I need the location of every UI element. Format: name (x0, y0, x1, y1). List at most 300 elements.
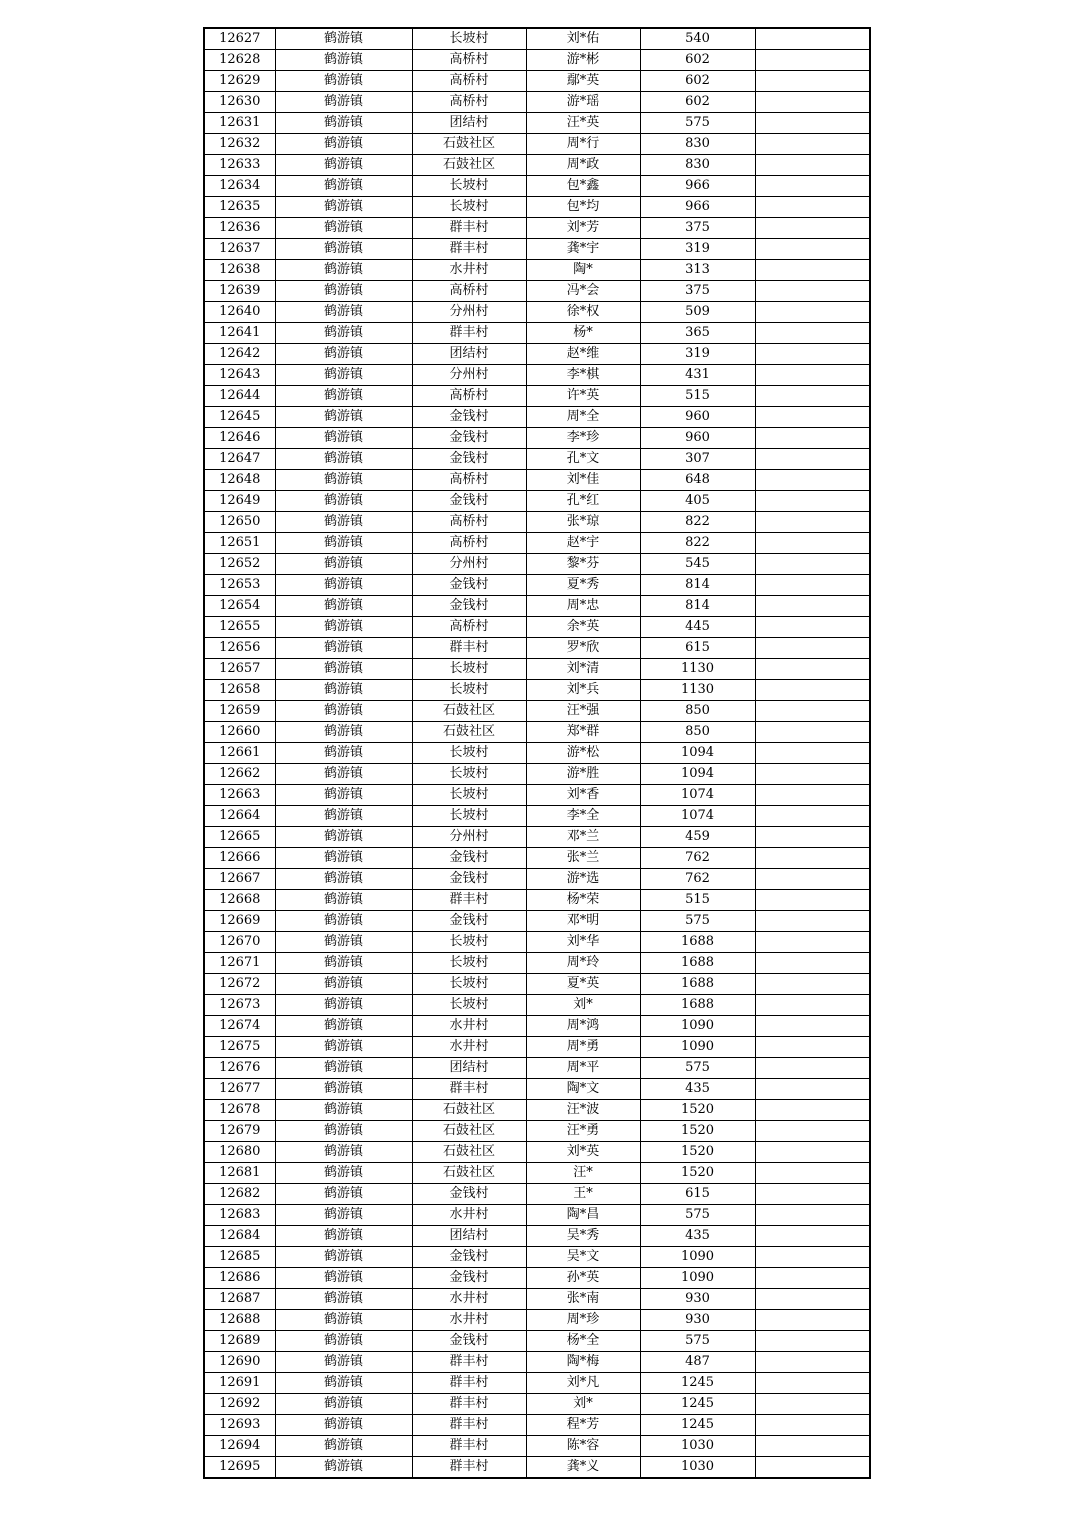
remark-cell (755, 617, 870, 638)
name-cell: 余*英 (526, 617, 640, 638)
table-row (204, 1016, 870, 1037)
name-cell: 刘* (526, 995, 640, 1016)
village-cell: 高桥村 (412, 386, 526, 407)
row-number-cell: 12672 (204, 974, 275, 995)
table-row (204, 449, 870, 470)
row-number-cell: 12685 (204, 1247, 275, 1268)
remark-cell (755, 701, 870, 722)
name-cell: 张*兰 (526, 848, 640, 869)
name-cell: 刘*佳 (526, 470, 640, 491)
table-row (204, 71, 870, 92)
amount-cell: 615 (640, 1184, 755, 1205)
village-cell: 金钱村 (412, 449, 526, 470)
name-cell: 吴*秀 (526, 1226, 640, 1247)
row-number-cell: 12684 (204, 1226, 275, 1247)
table-row (204, 386, 870, 407)
table-row (204, 176, 870, 197)
amount-cell: 1090 (640, 1016, 755, 1037)
amount-cell: 575 (640, 113, 755, 134)
table-row (204, 113, 870, 134)
amount-cell: 319 (640, 344, 755, 365)
town-cell: 鹤游镇 (275, 869, 412, 890)
village-cell: 长坡村 (412, 659, 526, 680)
name-cell: 周*忠 (526, 596, 640, 617)
amount-cell: 850 (640, 701, 755, 722)
remark-cell (755, 134, 870, 155)
town-cell: 鹤游镇 (275, 113, 412, 134)
table-row (204, 953, 870, 974)
table-row (204, 50, 870, 71)
remark-cell (755, 28, 870, 50)
amount-cell: 762 (640, 869, 755, 890)
name-cell: 陶*梅 (526, 1352, 640, 1373)
town-cell: 鹤游镇 (275, 1058, 412, 1079)
town-cell: 鹤游镇 (275, 155, 412, 176)
village-cell: 长坡村 (412, 806, 526, 827)
amount-cell: 540 (640, 28, 755, 50)
town-cell: 鹤游镇 (275, 1184, 412, 1205)
name-cell: 孙*英 (526, 1268, 640, 1289)
name-cell: 张*南 (526, 1289, 640, 1310)
village-cell: 金钱村 (412, 428, 526, 449)
table-row (204, 1100, 870, 1121)
row-number-cell: 12642 (204, 344, 275, 365)
name-cell: 杨*全 (526, 1331, 640, 1352)
amount-cell: 1094 (640, 764, 755, 785)
remark-cell (755, 323, 870, 344)
town-cell: 鹤游镇 (275, 1373, 412, 1394)
town-cell: 鹤游镇 (275, 764, 412, 785)
town-cell: 鹤游镇 (275, 1247, 412, 1268)
town-cell: 鹤游镇 (275, 1352, 412, 1373)
amount-cell: 814 (640, 575, 755, 596)
amount-cell: 1130 (640, 680, 755, 701)
amount-cell: 648 (640, 470, 755, 491)
row-number-cell: 12675 (204, 1037, 275, 1058)
name-cell: 周*玲 (526, 953, 640, 974)
name-cell: 杨*荣 (526, 890, 640, 911)
village-cell: 水井村 (412, 1289, 526, 1310)
table-row (204, 722, 870, 743)
remark-cell (755, 890, 870, 911)
amount-cell: 515 (640, 890, 755, 911)
amount-cell: 814 (640, 596, 755, 617)
village-cell: 群丰村 (412, 1394, 526, 1415)
row-number-cell: 12636 (204, 218, 275, 239)
table-row (204, 764, 870, 785)
town-cell: 鹤游镇 (275, 239, 412, 260)
village-cell: 水井村 (412, 1310, 526, 1331)
remark-cell (755, 1142, 870, 1163)
town-cell: 鹤游镇 (275, 1289, 412, 1310)
amount-cell: 515 (640, 386, 755, 407)
town-cell: 鹤游镇 (275, 911, 412, 932)
amount-cell: 1520 (640, 1142, 755, 1163)
amount-cell: 575 (640, 911, 755, 932)
name-cell: 周*政 (526, 155, 640, 176)
remark-cell (755, 1289, 870, 1310)
name-cell: 徐*权 (526, 302, 640, 323)
table-row (204, 995, 870, 1016)
name-cell: 陈*容 (526, 1436, 640, 1457)
village-cell: 金钱村 (412, 407, 526, 428)
remark-cell (755, 869, 870, 890)
table-row (204, 470, 870, 491)
name-cell: 冯*会 (526, 281, 640, 302)
table-row (204, 575, 870, 596)
row-number-cell: 12627 (204, 28, 275, 50)
row-number-cell: 12649 (204, 491, 275, 512)
name-cell: 程*芳 (526, 1415, 640, 1436)
village-cell: 长坡村 (412, 974, 526, 995)
table-row (204, 827, 870, 848)
amount-cell: 1030 (640, 1457, 755, 1479)
row-number-cell: 12693 (204, 1415, 275, 1436)
name-cell: 游*松 (526, 743, 640, 764)
village-cell: 金钱村 (412, 911, 526, 932)
remark-cell (755, 974, 870, 995)
amount-cell: 830 (640, 155, 755, 176)
row-number-cell: 12673 (204, 995, 275, 1016)
town-cell: 鹤游镇 (275, 680, 412, 701)
village-cell: 长坡村 (412, 176, 526, 197)
amount-cell: 822 (640, 533, 755, 554)
town-cell: 鹤游镇 (275, 50, 412, 71)
town-cell: 鹤游镇 (275, 1394, 412, 1415)
name-cell: 夏*英 (526, 974, 640, 995)
table-row (204, 323, 870, 344)
village-cell: 群丰村 (412, 1373, 526, 1394)
town-cell: 鹤游镇 (275, 1310, 412, 1331)
row-number-cell: 12654 (204, 596, 275, 617)
row-number-cell: 12652 (204, 554, 275, 575)
town-cell: 鹤游镇 (275, 344, 412, 365)
village-cell: 金钱村 (412, 848, 526, 869)
row-number-cell: 12691 (204, 1373, 275, 1394)
town-cell: 鹤游镇 (275, 449, 412, 470)
amount-cell: 1074 (640, 806, 755, 827)
remark-cell (755, 764, 870, 785)
remark-cell (755, 197, 870, 218)
village-cell: 群丰村 (412, 239, 526, 260)
amount-cell: 1520 (640, 1121, 755, 1142)
village-cell: 分州村 (412, 302, 526, 323)
town-cell: 鹤游镇 (275, 407, 412, 428)
amount-cell: 1094 (640, 743, 755, 764)
name-cell: 游*选 (526, 869, 640, 890)
remark-cell (755, 1373, 870, 1394)
name-cell: 汪*强 (526, 701, 640, 722)
remark-cell (755, 470, 870, 491)
table-row (204, 197, 870, 218)
town-cell: 鹤游镇 (275, 302, 412, 323)
remark-cell (755, 365, 870, 386)
name-cell: 邓*兰 (526, 827, 640, 848)
name-cell: 周*平 (526, 1058, 640, 1079)
name-cell: 刘*兵 (526, 680, 640, 701)
row-number-cell: 12661 (204, 743, 275, 764)
town-cell: 鹤游镇 (275, 932, 412, 953)
row-number-cell: 12640 (204, 302, 275, 323)
town-cell: 鹤游镇 (275, 1331, 412, 1352)
name-cell: 周*珍 (526, 1310, 640, 1331)
village-cell: 石鼓社区 (412, 134, 526, 155)
row-number-cell: 12664 (204, 806, 275, 827)
amount-cell: 1688 (640, 953, 755, 974)
row-number-cell: 12694 (204, 1436, 275, 1457)
table-row (204, 1394, 870, 1415)
amount-cell: 375 (640, 281, 755, 302)
table-row (204, 365, 870, 386)
amount-cell: 1090 (640, 1247, 755, 1268)
remark-cell (755, 1058, 870, 1079)
village-cell: 高桥村 (412, 512, 526, 533)
remark-cell (755, 554, 870, 575)
remark-cell (755, 638, 870, 659)
town-cell: 鹤游镇 (275, 1142, 412, 1163)
row-number-cell: 12665 (204, 827, 275, 848)
remark-cell (755, 512, 870, 533)
table-row (204, 1184, 870, 1205)
table-row (204, 1436, 870, 1457)
remark-cell (755, 722, 870, 743)
table-row (204, 1310, 870, 1331)
remark-cell (755, 1415, 870, 1436)
table-row (204, 701, 870, 722)
village-cell: 水井村 (412, 1205, 526, 1226)
remark-cell (755, 155, 870, 176)
name-cell: 包*均 (526, 197, 640, 218)
town-cell: 鹤游镇 (275, 281, 412, 302)
name-cell: 邓*明 (526, 911, 640, 932)
name-cell: 李*棋 (526, 365, 640, 386)
town-cell: 鹤游镇 (275, 848, 412, 869)
remark-cell (755, 596, 870, 617)
row-number-cell: 12668 (204, 890, 275, 911)
name-cell: 赵*维 (526, 344, 640, 365)
town-cell: 鹤游镇 (275, 596, 412, 617)
table-body (204, 28, 870, 1478)
name-cell: 杨* (526, 323, 640, 344)
amount-cell: 1130 (640, 659, 755, 680)
remark-cell (755, 1205, 870, 1226)
remark-cell (755, 827, 870, 848)
row-number-cell: 12662 (204, 764, 275, 785)
remark-cell (755, 386, 870, 407)
row-number-cell: 12643 (204, 365, 275, 386)
amount-cell: 1520 (640, 1100, 755, 1121)
table-row (204, 1163, 870, 1184)
table-row (204, 28, 870, 50)
remark-cell (755, 932, 870, 953)
village-cell: 高桥村 (412, 92, 526, 113)
name-cell: 刘*清 (526, 659, 640, 680)
remark-cell (755, 1121, 870, 1142)
village-cell: 分州村 (412, 827, 526, 848)
table-row (204, 302, 870, 323)
amount-cell: 1520 (640, 1163, 755, 1184)
row-number-cell: 12629 (204, 71, 275, 92)
name-cell: 陶*昌 (526, 1205, 640, 1226)
name-cell: 刘*芳 (526, 218, 640, 239)
row-number-cell: 12653 (204, 575, 275, 596)
name-cell: 许*英 (526, 386, 640, 407)
name-cell: 郑*群 (526, 722, 640, 743)
town-cell: 鹤游镇 (275, 617, 412, 638)
row-number-cell: 12680 (204, 1142, 275, 1163)
remark-cell (755, 1394, 870, 1415)
remark-cell (755, 533, 870, 554)
row-number-cell: 12647 (204, 449, 275, 470)
row-number-cell: 12687 (204, 1289, 275, 1310)
name-cell: 汪*波 (526, 1100, 640, 1121)
table-row (204, 239, 870, 260)
row-number-cell: 12682 (204, 1184, 275, 1205)
village-cell: 金钱村 (412, 1268, 526, 1289)
remark-cell (755, 995, 870, 1016)
amount-cell: 830 (640, 134, 755, 155)
village-cell: 分州村 (412, 365, 526, 386)
amount-cell: 960 (640, 407, 755, 428)
remark-cell (755, 50, 870, 71)
table-row (204, 1247, 870, 1268)
village-cell: 群丰村 (412, 638, 526, 659)
name-cell: 夏*秀 (526, 575, 640, 596)
town-cell: 鹤游镇 (275, 1100, 412, 1121)
remark-cell (755, 785, 870, 806)
remark-cell (755, 1247, 870, 1268)
table-row (204, 134, 870, 155)
village-cell: 群丰村 (412, 1436, 526, 1457)
row-number-cell: 12631 (204, 113, 275, 134)
row-number-cell: 12686 (204, 1268, 275, 1289)
name-cell: 游*彬 (526, 50, 640, 71)
town-cell: 鹤游镇 (275, 827, 412, 848)
amount-cell: 1090 (640, 1268, 755, 1289)
row-number-cell: 12670 (204, 932, 275, 953)
name-cell: 刘*香 (526, 785, 640, 806)
remark-cell (755, 680, 870, 701)
table-row (204, 491, 870, 512)
town-cell: 鹤游镇 (275, 92, 412, 113)
row-number-cell: 12639 (204, 281, 275, 302)
row-number-cell: 12679 (204, 1121, 275, 1142)
town-cell: 鹤游镇 (275, 1016, 412, 1037)
table-row (204, 533, 870, 554)
amount-cell: 307 (640, 449, 755, 470)
amount-cell: 1245 (640, 1394, 755, 1415)
table-row (204, 155, 870, 176)
name-cell: 赵*宇 (526, 533, 640, 554)
village-cell: 水井村 (412, 260, 526, 281)
remark-cell (755, 491, 870, 512)
row-number-cell: 12658 (204, 680, 275, 701)
table-row (204, 1373, 870, 1394)
town-cell: 鹤游镇 (275, 512, 412, 533)
name-cell: 游*瑶 (526, 92, 640, 113)
amount-cell: 850 (640, 722, 755, 743)
name-cell: 陶*文 (526, 1079, 640, 1100)
amount-cell: 930 (640, 1289, 755, 1310)
village-cell: 长坡村 (412, 197, 526, 218)
village-cell: 分州村 (412, 554, 526, 575)
row-number-cell: 12646 (204, 428, 275, 449)
name-cell: 黎*芬 (526, 554, 640, 575)
town-cell: 鹤游镇 (275, 890, 412, 911)
name-cell: 李*珍 (526, 428, 640, 449)
amount-cell: 1245 (640, 1415, 755, 1436)
remark-cell (755, 1268, 870, 1289)
name-cell: 罗*欣 (526, 638, 640, 659)
table-row (204, 554, 870, 575)
village-cell: 高桥村 (412, 71, 526, 92)
amount-cell: 602 (640, 71, 755, 92)
amount-cell: 966 (640, 176, 755, 197)
amount-cell: 602 (640, 92, 755, 113)
village-cell: 群丰村 (412, 218, 526, 239)
row-number-cell: 12645 (204, 407, 275, 428)
village-cell: 长坡村 (412, 953, 526, 974)
name-cell: 龚*义 (526, 1457, 640, 1479)
village-cell: 高桥村 (412, 533, 526, 554)
remark-cell (755, 1457, 870, 1479)
town-cell: 鹤游镇 (275, 1226, 412, 1247)
table-row (204, 92, 870, 113)
village-cell: 金钱村 (412, 1184, 526, 1205)
amount-cell: 405 (640, 491, 755, 512)
town-cell: 鹤游镇 (275, 323, 412, 344)
row-number-cell: 12667 (204, 869, 275, 890)
town-cell: 鹤游镇 (275, 197, 412, 218)
table-row (204, 680, 870, 701)
remark-cell (755, 428, 870, 449)
remark-cell (755, 176, 870, 197)
remark-cell (755, 1226, 870, 1247)
name-cell: 刘*凡 (526, 1373, 640, 1394)
name-cell: 周*全 (526, 407, 640, 428)
remark-cell (755, 1079, 870, 1100)
town-cell: 鹤游镇 (275, 722, 412, 743)
town-cell: 鹤游镇 (275, 659, 412, 680)
village-cell: 群丰村 (412, 323, 526, 344)
table-row (204, 344, 870, 365)
town-cell: 鹤游镇 (275, 806, 412, 827)
amount-cell: 313 (640, 260, 755, 281)
name-cell: 包*鑫 (526, 176, 640, 197)
town-cell: 鹤游镇 (275, 386, 412, 407)
amount-cell: 762 (640, 848, 755, 869)
village-cell: 群丰村 (412, 1352, 526, 1373)
name-cell: 王* (526, 1184, 640, 1205)
village-cell: 高桥村 (412, 470, 526, 491)
village-cell: 石鼓社区 (412, 1163, 526, 1184)
village-cell: 长坡村 (412, 680, 526, 701)
town-cell: 鹤游镇 (275, 71, 412, 92)
village-cell: 金钱村 (412, 491, 526, 512)
remark-cell (755, 848, 870, 869)
remark-cell (755, 1037, 870, 1058)
table-row (204, 911, 870, 932)
table-row (204, 281, 870, 302)
town-cell: 鹤游镇 (275, 1163, 412, 1184)
data-table (203, 27, 871, 1479)
table-row (204, 1037, 870, 1058)
village-cell: 水井村 (412, 1016, 526, 1037)
town-cell: 鹤游镇 (275, 1121, 412, 1142)
row-number-cell: 12692 (204, 1394, 275, 1415)
remark-cell (755, 1184, 870, 1205)
town-cell: 鹤游镇 (275, 1415, 412, 1436)
